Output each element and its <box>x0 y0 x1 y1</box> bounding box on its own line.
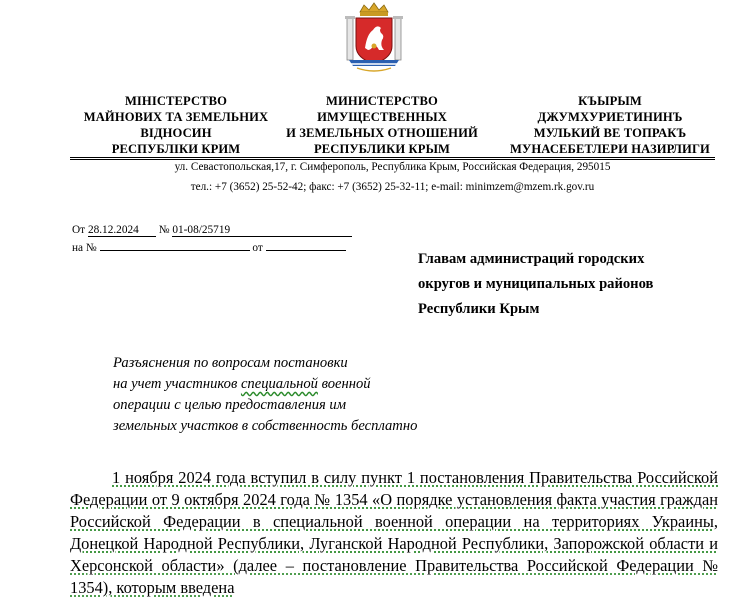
spellcheck-word: специальной <box>240 376 318 392</box>
header-divider-2 <box>70 159 715 160</box>
ministry-contacts: тел.: +7 (3652) 25-52-42; факс: +7 (3652) 25-32-11; e-mail: minimzem@mzem.rk.gov.ru <box>190 181 595 193</box>
document-number: 01-08/25719 <box>172 224 352 237</box>
ministry-address: ул. Севастопольская,17, г. Симферополь, Республика Крым, Российская Федерация, 295015 <box>174 161 611 173</box>
reference-line: на № от <box>72 242 346 254</box>
ministry-name-ukrainian: МІНІСТЕРСТВО МАЙНОВИХ ТА ЗЕМЕЛЬНИХ ВІДНОСИН РЕСПУБЛІКИ КРИМ <box>83 94 269 156</box>
letter-body <box>70 467 718 599</box>
addressee: Главам администраций городских округов и муниципальных районов Республики Крым <box>418 251 654 317</box>
reference-number <box>100 250 250 251</box>
body-paragraph: 1 ноября 2024 года вступил в силу пункт 1 постановления Правительства Российской Федерации от 9 октября 2024 года № 1354 «О порядке установления факта участия граждан Российской Федерации в специальной военной операции на территориях Украины, Донецкой Народной Республики, Луганской Народной Республики, Запорожской области и Херсонской области» (далее – постановление Правительства Российской Федерации № 1354), которым введена <box>70 468 718 597</box>
crimea-coat-of-arms-icon <box>343 2 405 74</box>
document-date: 28.12.2024 <box>88 224 156 237</box>
header-divider <box>70 157 715 158</box>
registration-line: От 28.12.2024 № 01-08/25719 <box>72 224 352 237</box>
reference-date <box>266 250 346 251</box>
letter-subject: Разъяснения по вопросам постановки на учет участников специальной военной операции с целью предоставления им земельных участков в собственность бесплатно <box>113 355 418 434</box>
ministry-name-crimean-tatar: КЪЫРЫМ ДЖУМХУРИЕТИНИНЪ МУЛЬКИЙ ВЕ ТОПРАКЪ МУНАСЕБЕТЛЕРИ НАЗИРЛИГИ <box>510 94 710 156</box>
ministry-name-russian: МИНИСТЕРСТВО ИМУЩЕСТВЕННЫХ И ЗЕМЕЛЬНЫХ ОТНОШЕНИЙ РЕСПУБЛИКИ КРЫМ <box>286 94 478 156</box>
